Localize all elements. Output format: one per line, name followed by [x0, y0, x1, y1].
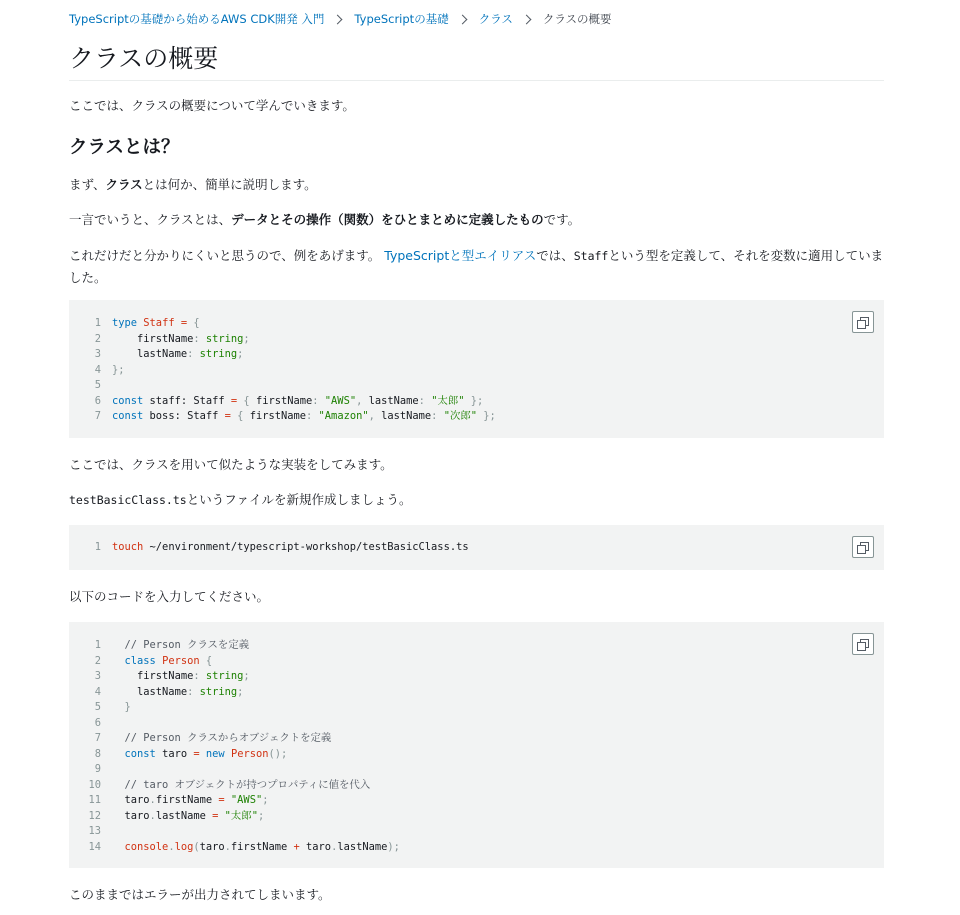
code-line — [81, 316, 496, 332]
code-token: const — [112, 410, 144, 422]
code-token: Person — [230, 747, 269, 760]
line-number: 3 — [94, 670, 101, 682]
code-token: lastName — [137, 685, 188, 698]
code-token: . — [224, 840, 231, 853]
line-number: 14 — [88, 840, 101, 853]
text: です。 — [543, 212, 581, 227]
code-token: . — [168, 840, 175, 853]
code-token: taro — [124, 809, 150, 822]
code-line — [81, 762, 400, 778]
code-token: = — [224, 410, 231, 422]
code-token: . — [149, 809, 156, 822]
code-token: = — [230, 394, 238, 407]
paragraph-definition — [69, 209, 884, 231]
code-token: lastName — [137, 348, 188, 360]
line-number: 10 — [88, 778, 101, 791]
code-token: string — [205, 670, 244, 682]
code-line — [81, 824, 400, 840]
code-token: { — [243, 394, 250, 407]
code-line — [81, 731, 400, 747]
code-token: taro — [306, 840, 332, 853]
text: これだけだと分かりにくいと思うので、例をあげます。 — [69, 248, 381, 263]
code-token: taro — [124, 794, 150, 806]
code-line — [81, 793, 400, 809]
code-line — [81, 809, 400, 825]
code-token: (); — [268, 747, 288, 760]
code-line — [81, 716, 400, 732]
code-token: lastName — [368, 394, 419, 407]
text: 一言でいうと、クラスとは、 — [69, 212, 232, 227]
code-token: touch — [112, 541, 144, 553]
code-comment: // taro オブジェクトが持つプロパティに値を代入 — [124, 778, 371, 791]
line-number: 6 — [94, 394, 101, 407]
code-line — [81, 347, 496, 363]
code-line — [81, 394, 496, 410]
text: とは何か、簡単に説明します。 — [142, 177, 317, 192]
code-token: string — [199, 685, 238, 698]
paragraph-example — [69, 245, 884, 289]
code-token: firstName — [249, 410, 307, 422]
code-token: "AWS" — [230, 794, 263, 806]
code-token: ; — [237, 685, 244, 698]
code-token: log — [174, 840, 194, 853]
line-number: 13 — [88, 825, 101, 837]
code-token: firstName — [137, 332, 194, 345]
code-token: : — [306, 410, 313, 422]
line-number: 3 — [94, 348, 101, 360]
code-token: { — [237, 410, 244, 422]
code-token: , — [356, 394, 363, 407]
code-line — [81, 363, 496, 379]
code-token: : — [187, 685, 194, 698]
code-token: { — [193, 317, 200, 329]
paragraph-what-is-class — [69, 174, 884, 196]
code-line — [81, 540, 469, 556]
line-number: 1 — [94, 639, 101, 651]
code-line — [81, 778, 400, 794]
code-token: }; — [483, 410, 496, 422]
line-number: 2 — [94, 332, 101, 345]
text: まず、 — [69, 177, 106, 192]
chevron-right-icon — [457, 14, 467, 24]
link-typescript-type-alias[interactable]: TypeScriptと型エイリアス — [384, 248, 537, 263]
line-number: 5 — [94, 379, 101, 391]
line-number: 9 — [94, 763, 101, 775]
code-token: type — [112, 317, 138, 329]
code-token: staff — [149, 394, 181, 407]
breadcrumb — [69, 11, 612, 27]
text: という型を定義して、それを変数に適用していました。 — [69, 248, 884, 285]
code-token: console — [124, 840, 169, 853]
code-token: "AWS" — [324, 394, 357, 407]
code-token: "太郎" — [224, 809, 258, 822]
code-token: = — [218, 794, 225, 806]
code-token: firstName — [230, 840, 288, 853]
copy-icon-back — [857, 320, 866, 329]
code-token: ( — [193, 840, 200, 853]
code-line — [81, 654, 400, 670]
code-token: }; — [112, 363, 125, 376]
code-line — [81, 332, 496, 348]
code-token: }; — [470, 394, 484, 407]
copy-button[interactable] — [852, 311, 874, 333]
code-token: ; — [262, 794, 269, 806]
code-token: string — [205, 332, 244, 345]
code-lines — [81, 540, 469, 556]
code-token: "次郎" — [443, 410, 477, 422]
code-block-touch — [69, 525, 884, 570]
code-line — [81, 747, 400, 763]
code-token: lastName — [381, 410, 432, 422]
code-token: { — [205, 654, 213, 667]
code-lines — [81, 638, 400, 855]
code-token: . — [331, 840, 338, 853]
code-token: ~/environment/typescript-workshop/testBasicClass.ts — [149, 541, 469, 553]
code-token: + — [293, 840, 300, 853]
copy-icon-back — [857, 545, 866, 554]
inline-code: testBasicClass.ts — [69, 493, 187, 507]
line-number: 1 — [94, 541, 101, 553]
code-token: Staff — [143, 317, 175, 329]
line-number: 4 — [94, 685, 101, 698]
code-token: : — [187, 348, 194, 360]
text: というファイルを新規作成しましょう。 — [186, 492, 412, 507]
line-number: 4 — [94, 363, 101, 376]
code-token: class — [124, 654, 156, 667]
code-token: , — [368, 410, 375, 422]
code-token: boss — [149, 410, 175, 422]
code-token: firstName — [255, 394, 313, 407]
line-number: 1 — [94, 317, 101, 329]
copy-button[interactable] — [852, 536, 874, 558]
section-heading: クラスとは？ — [69, 137, 180, 158]
code-token: = — [212, 809, 219, 822]
chevron-right-icon — [521, 14, 531, 24]
code-line — [81, 378, 496, 394]
text: では、 — [536, 248, 574, 263]
code-comment: // Person クラスからオブジェクトを定義 — [124, 732, 332, 744]
code-token: firstName — [155, 794, 213, 806]
code-line — [81, 840, 400, 856]
code-token: : — [193, 670, 200, 682]
breadcrumb-link-typescript-basics[interactable]: TypeScriptの基礎 — [354, 12, 449, 26]
chevron-right-icon — [333, 14, 343, 24]
code-token: "太郎" — [431, 394, 465, 407]
code-token: lastName — [337, 840, 388, 853]
bold-text: データとその操作（関数）をひとまとめに定義したもの — [231, 212, 544, 227]
code-token: . — [149, 794, 156, 806]
line-number: 6 — [94, 716, 101, 729]
code-line — [81, 685, 400, 701]
code-token: taro — [162, 747, 188, 760]
code-token: "Amazon" — [318, 410, 369, 422]
code-token: ; — [237, 348, 244, 360]
code-token: : Staff — [174, 410, 219, 422]
paragraph-error-note: このままではエラーが出力されてしまいます。 — [69, 887, 331, 902]
paragraph-create-file — [69, 489, 884, 511]
code-token: taro — [199, 840, 225, 853]
code-comment: // Person クラスを定義 — [124, 639, 250, 651]
copy-icon-back — [857, 642, 866, 651]
line-number: 5 — [94, 701, 101, 713]
code-token: } — [124, 701, 131, 713]
code-line — [81, 638, 400, 654]
inline-code: Staff — [573, 249, 609, 263]
intro-text: ここでは、クラスの概要について学んでいきます。 — [69, 98, 355, 113]
code-token: = — [193, 747, 200, 760]
breadcrumb-current: クラスの概要 — [542, 12, 612, 26]
line-number: 8 — [94, 747, 101, 760]
code-token: Person — [162, 654, 200, 667]
code-token: firstName — [137, 670, 194, 682]
code-token: new — [205, 747, 225, 760]
code-token: = — [180, 317, 188, 329]
code-token: ; — [243, 332, 250, 345]
line-number: 2 — [94, 654, 101, 667]
code-token: : Staff — [180, 394, 225, 407]
code-block-staff — [69, 300, 884, 438]
paragraph-class-impl: ここでは、クラスを用いて似たような実装をしてみます。 — [69, 457, 393, 472]
line-number: 7 — [94, 410, 101, 422]
code-token: ; — [257, 809, 265, 822]
line-number: 11 — [88, 794, 101, 806]
code-token: : — [193, 332, 200, 345]
code-token: lastName — [155, 809, 206, 822]
code-line — [81, 669, 400, 685]
page-title: クラスの概要 — [69, 42, 884, 81]
copy-button[interactable] — [852, 633, 874, 655]
code-token: : — [312, 394, 319, 407]
code-token: string — [199, 348, 238, 360]
code-lines — [81, 316, 496, 425]
breadcrumb-link-class[interactable]: クラス — [478, 12, 513, 26]
code-token: : — [431, 410, 438, 422]
line-number: 7 — [94, 732, 101, 744]
code-token: : — [418, 394, 425, 407]
code-token: const — [124, 747, 156, 760]
code-line — [81, 700, 400, 716]
code-token: const — [112, 394, 144, 407]
breadcrumb-link-course[interactable]: TypeScriptの基礎から始めるAWS CDK開発 入門 — [69, 12, 325, 26]
paragraph-enter-code: 以下のコードを入力してください。 — [69, 589, 270, 604]
code-token: ); — [387, 840, 400, 853]
line-number: 12 — [88, 809, 101, 822]
code-block-person — [69, 622, 884, 868]
code-line — [81, 409, 496, 425]
bold-text: クラス — [105, 177, 143, 192]
code-token: ; — [243, 670, 250, 682]
